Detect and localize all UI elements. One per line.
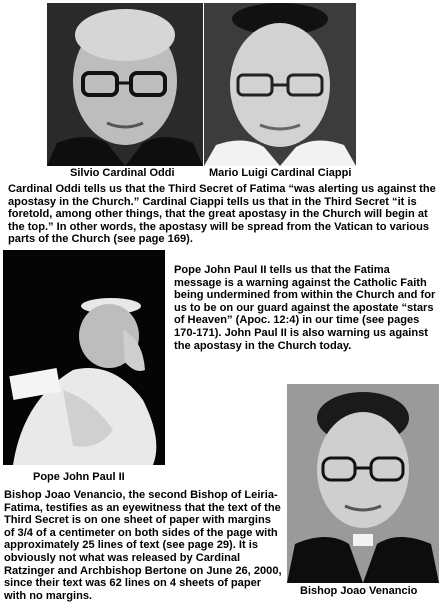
photo-cardinal-ciappi [204,3,356,166]
portrait-oddi-image [47,3,203,166]
caption-ciappi: Mario Luigi Cardinal Ciappi [209,167,352,179]
portrait-ciappi-image [204,3,356,166]
paragraph-pope: Pope John Paul II tells us that the Fatima message is a warning against the Catholic Faith being undermined from within the Church and for us to be on our guard against the apostate “stars of Heaven” (Apoc. 12:4) in our time (see pages 170-171). John Paul II is also warning us against the apostasy in the Church today. [174,264,436,352]
caption-pope: Pope John Paul II [33,471,125,483]
photo-cardinal-oddi [47,3,203,166]
portrait-venancio-image [287,384,439,583]
photo-bishop-venancio [287,384,439,583]
paragraph-cardinals: Cardinal Oddi tells us that the Third Secret of Fatima “was alerting us against the apostasy in the Church.” Cardinal Ciappi tells us that in the Third Secret “it is foretold, among other things, that the great apostasy in the Church will begin at the top.” In other words, the apostasy will be spread from the Vatican to various parts of the Church (see page 169). [8,183,436,246]
paragraph-bishop: Bishop Joao Venancio, the second Bishop of Leiria-Fatima, testifies as an eyewitness that the text of the Third Secret is on one sheet of paper with margins of 3/4 of a centimeter on both sides of the page with approximately 25 lines of text (see page 29). It is obviously not what was released by Cardinal Ratzinger and Archbishop Bertone on June 26, 2000, since their text was 62 lines on 4 sheets of paper with no margins. [4,489,282,602]
photo-pope-john-paul-ii [3,250,165,465]
caption-venancio: Bishop Joao Venancio [300,585,418,597]
caption-oddi: Silvio Cardinal Oddi [70,167,175,179]
pope-praying-image [3,250,165,465]
